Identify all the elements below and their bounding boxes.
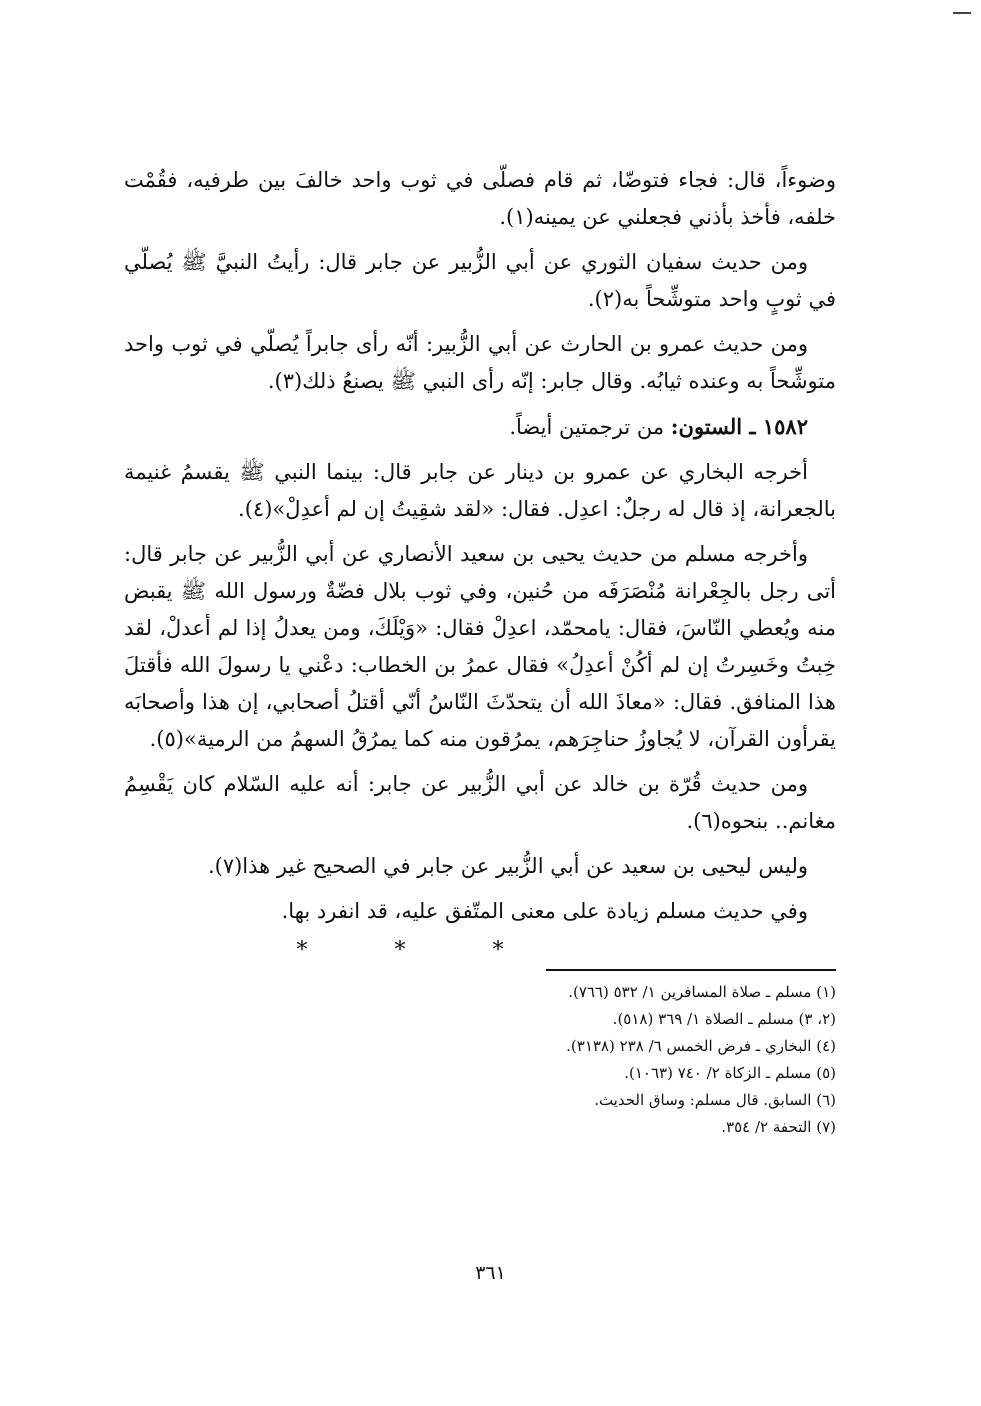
footnote-5: (٦) السابق. قال مسلم: وساق الحديث.	[594, 1090, 836, 1109]
heading-number: ١٥٨٢ ـ الستون:	[670, 414, 808, 439]
paragraph-4: أخرجه البخاري عن عمرو بن دينار عن جابر قال: بينما النبي ﷺ يقسمُ غنيمة بالجعرانة، إذ قال له رجلٌ: اعدِل. فقال: «لقد شقِيتُ إن لم أعدِلْ»(٤).	[124, 460, 836, 521]
footnote-2: (٢، ٣) مسلم ـ الصلاة ١/ ٣٦٩ (٥١٨).	[612, 1009, 836, 1028]
heading-text: من ترجمتين أيضاً.	[509, 415, 665, 439]
paragraph-2: ومن حديث سفيان الثوري عن أبي الزُّبير عن جابر قال: رأيتُ النبيَّ ﷺ يُصلّي في ثوبٍ واحد متوشِّحاً به(٢).	[124, 250, 836, 311]
footnote-1: (١) مسلم ـ صلاة المسافرين ١/ ٥٣٢ (٧٦٦).	[568, 982, 836, 1001]
footnote-4: (٥) مسلم ـ الزكاة ٢/ ٧٤٠ (١٠٦٣).	[624, 1063, 836, 1082]
section-heading	[124, 408, 836, 446]
page-number: ٣٦١	[475, 1262, 506, 1284]
footnote-3: (٤) البخاري ـ فرض الخمس ٦/ ٢٣٨ (٣١٣٨).	[566, 1036, 836, 1055]
paragraph-7: وليس ليحيى بن سعيد عن أبي الزُّبير عن جابر في الصحيح غير هذا(٧).	[207, 854, 808, 878]
paragraph-1: وضوءاً، قال: فجاء فتوضّا، ثم قام فصلّى في ثوب واحد خالفَ بين طرفيه، فقُمْت خلفه، فأخذ بأذني فجعلني عن يمينه(١).	[124, 168, 836, 229]
paragraph-8: وفي حديث مسلم زيادة على معنى المتّفق عليه، قد انفرد بها.	[281, 899, 808, 923]
paragraph-5: وأخرجه مسلم من حديث يحيى بن سعيد الأنصاري عن أبي الزُّبير عن جابر قال: أتى رجل بالجِعْرانة مُنْصَرَفَه من حُنين، وفي ثوب بلال فضّةٌ ورسول الله ﷺ يقبض منه ويُعطي النّاسَ، فقال: يامحمّد، اعدِلْ فقال: «وَيْلَكَ، ومن يعدلُ إذا لم أعدلْ، لقد خِبتُ وخَسِرتُ إن لم أكُنْ أعدِلُ» فقال عمرُ بن الخطاب: دعْني يا رسولَ الله فأقتلَ هذا المنافق. فقال: «معاذَ الله أن يتحدّثَ النّاسُ أنّي أقتلُ أصحابي، إن هذا وأصحابَه يقرأون القرآن، لا يُجاوزُ حناجِرَهم، يمرُقون منه كما يمرُقُ السهمُ من الرمية»(٥).	[124, 542, 836, 751]
footnotes	[124, 979, 836, 1141]
corner-mark	[953, 12, 971, 14]
paragraph-3: ومن حديث عمرو بن الحارث عن أبي الزُّبير: أنّه رأى جابراً يُصلّي في ثوب واحد متوشِّحاً به وعنده ثيابُه. وقال جابر: إنّه رأى النبي ﷺ يصنعُ ذلك(٣).	[124, 332, 836, 393]
section-separator: * * *	[296, 938, 544, 963]
paragraph-6: ومن حديث قُرّة بن خالد عن أبي الزُّبير عن جابر: أنه عليه السّلام كان يَقْسِمُ مغانم.. بنحوه(٦).	[124, 772, 836, 833]
footnote-rule	[546, 969, 836, 971]
page-body	[124, 162, 836, 1141]
footnote-6: (٧) التحفة ٢/ ٣٥٤.	[721, 1117, 836, 1136]
